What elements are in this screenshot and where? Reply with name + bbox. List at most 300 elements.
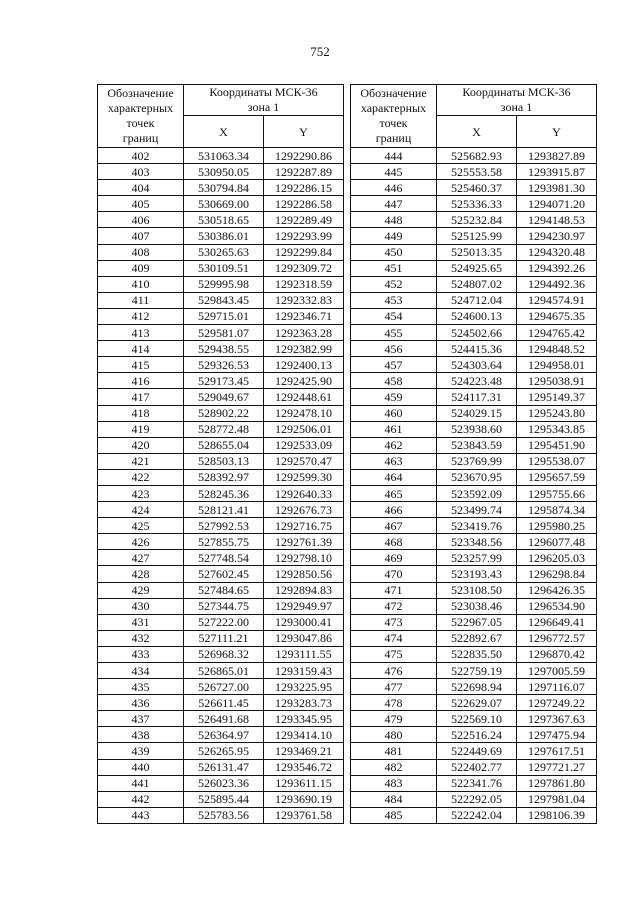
point-number-cell: 451 [351, 260, 437, 276]
y-coordinate-cell: 1292293.99 [264, 228, 344, 244]
table-row [351, 663, 597, 679]
x-coordinate-cell: 528772.48 [184, 421, 264, 437]
table-row [98, 663, 344, 679]
x-coordinate-cell: 523499.74 [437, 502, 517, 518]
y-coordinate-cell: 1292290.86 [264, 148, 344, 164]
table-row [98, 341, 344, 357]
x-coordinate-cell: 529438.55 [184, 341, 264, 357]
x-coordinate-cell: 528121.41 [184, 502, 264, 518]
point-number-cell: 422 [98, 469, 184, 485]
point-designation-header: Обозначение характерных точек границ [351, 85, 437, 148]
table-row [98, 308, 344, 324]
x-coordinate-cell: 530518.65 [184, 212, 264, 228]
point-number-cell: 480 [351, 727, 437, 743]
table-row [98, 469, 344, 485]
x-coordinate-cell: 524807.02 [437, 276, 517, 292]
point-number-cell: 458 [351, 373, 437, 389]
y-coordinate-cell: 1296649.41 [517, 614, 597, 630]
y-coordinate-cell: 1295874.34 [517, 502, 597, 518]
point-number-cell: 465 [351, 485, 437, 501]
x-coordinate-cell: 524600.13 [437, 308, 517, 324]
y-column-header: Y [517, 116, 597, 148]
point-number-cell: 437 [98, 711, 184, 727]
y-coordinate-cell: 1292478.10 [264, 405, 344, 421]
point-number-cell: 450 [351, 244, 437, 260]
point-number-cell: 443 [98, 807, 184, 823]
x-coordinate-cell: 522698.94 [437, 679, 517, 695]
table-row [98, 421, 344, 437]
y-coordinate-cell: 1294574.91 [517, 292, 597, 308]
point-number-cell: 471 [351, 582, 437, 598]
table-row [98, 405, 344, 421]
y-coordinate-cell: 1294230.97 [517, 228, 597, 244]
y-coordinate-cell: 1296077.48 [517, 534, 597, 550]
point-number-cell: 460 [351, 405, 437, 421]
x-coordinate-cell: 529843.45 [184, 292, 264, 308]
point-number-cell: 477 [351, 679, 437, 695]
point-number-cell: 417 [98, 389, 184, 405]
y-coordinate-cell: 1292894.83 [264, 582, 344, 598]
table-row [98, 180, 344, 196]
y-coordinate-cell: 1294492.36 [517, 276, 597, 292]
x-coordinate-cell: 525013.35 [437, 244, 517, 260]
point-number-cell: 416 [98, 373, 184, 389]
point-number-cell: 459 [351, 389, 437, 405]
x-coordinate-cell: 522967.05 [437, 614, 517, 630]
table-row [351, 357, 597, 373]
x-coordinate-cell: 526131.47 [184, 759, 264, 775]
x-coordinate-cell: 525553.58 [437, 164, 517, 180]
table-row [351, 582, 597, 598]
table-row [98, 614, 344, 630]
x-coordinate-cell: 524415.36 [437, 341, 517, 357]
point-number-cell: 463 [351, 453, 437, 469]
table-row [351, 405, 597, 421]
x-coordinate-cell: 523419.76 [437, 518, 517, 534]
point-number-cell: 466 [351, 502, 437, 518]
x-coordinate-cell: 526364.97 [184, 727, 264, 743]
point-number-cell: 464 [351, 469, 437, 485]
point-number-cell: 484 [351, 791, 437, 807]
point-number-cell: 408 [98, 244, 184, 260]
y-coordinate-cell: 1297721.27 [517, 759, 597, 775]
table-row [98, 212, 344, 228]
table-row [351, 679, 597, 695]
point-number-cell: 468 [351, 534, 437, 550]
point-number-cell: 476 [351, 663, 437, 679]
y-coordinate-cell: 1297116.07 [517, 679, 597, 695]
x-coordinate-cell: 527992.53 [184, 518, 264, 534]
point-number-cell: 436 [98, 695, 184, 711]
x-coordinate-cell: 530950.05 [184, 164, 264, 180]
x-coordinate-cell: 528902.22 [184, 405, 264, 421]
x-coordinate-cell: 522759.19 [437, 663, 517, 679]
table-row [98, 695, 344, 711]
x-coordinate-cell: 528655.04 [184, 437, 264, 453]
table-row [351, 759, 597, 775]
x-coordinate-cell: 525336.33 [437, 196, 517, 212]
point-number-cell: 419 [98, 421, 184, 437]
x-coordinate-cell: 522835.50 [437, 646, 517, 662]
x-coordinate-cell: 525895.44 [184, 791, 264, 807]
x-coordinate-cell: 523108.50 [437, 582, 517, 598]
x-coordinate-cell: 525232.84 [437, 212, 517, 228]
point-number-cell: 429 [98, 582, 184, 598]
table-row [98, 325, 344, 341]
x-coordinate-cell: 523038.46 [437, 598, 517, 614]
x-coordinate-cell: 523843.59 [437, 437, 517, 453]
x-coordinate-cell: 529581.07 [184, 325, 264, 341]
point-number-cell: 455 [351, 325, 437, 341]
table-row [351, 485, 597, 501]
point-number-cell: 435 [98, 679, 184, 695]
x-coordinate-cell: 526265.95 [184, 743, 264, 759]
point-number-cell: 447 [351, 196, 437, 212]
x-coordinate-cell: 524223.48 [437, 373, 517, 389]
table-row [351, 276, 597, 292]
table-row [98, 196, 344, 212]
point-number-cell: 469 [351, 550, 437, 566]
point-number-cell: 407 [98, 228, 184, 244]
table-row [98, 228, 344, 244]
y-coordinate-cell: 1298106.39 [517, 807, 597, 823]
x-column-header: X [437, 116, 517, 148]
y-coordinate-cell: 1293915.87 [517, 164, 597, 180]
y-coordinate-cell: 1292716.75 [264, 518, 344, 534]
y-coordinate-cell: 1292332.83 [264, 292, 344, 308]
table-row [351, 743, 597, 759]
table-row [98, 743, 344, 759]
point-number-cell: 424 [98, 502, 184, 518]
point-number-cell: 457 [351, 357, 437, 373]
y-coordinate-cell: 1294848.52 [517, 341, 597, 357]
x-coordinate-cell: 522629.07 [437, 695, 517, 711]
point-number-cell: 462 [351, 437, 437, 453]
x-coordinate-cell: 530794.84 [184, 180, 264, 196]
y-coordinate-cell: 1296205.03 [517, 550, 597, 566]
table-row [351, 421, 597, 437]
x-coordinate-cell: 527602.45 [184, 566, 264, 582]
x-coordinate-cell: 522341.76 [437, 775, 517, 791]
point-number-cell: 474 [351, 630, 437, 646]
table-row [98, 373, 344, 389]
y-coordinate-cell: 1297861.80 [517, 775, 597, 791]
table-row [98, 518, 344, 534]
y-coordinate-cell: 1294148.53 [517, 212, 597, 228]
table-row [351, 518, 597, 534]
y-coordinate-cell: 1292570.47 [264, 453, 344, 469]
y-coordinate-cell: 1292286.15 [264, 180, 344, 196]
y-coordinate-cell: 1296772.57 [517, 630, 597, 646]
y-coordinate-cell: 1295243.80 [517, 405, 597, 421]
y-coordinate-cell: 1293111.55 [264, 646, 344, 662]
table-row [351, 550, 597, 566]
point-number-cell: 433 [98, 646, 184, 662]
table-row [351, 469, 597, 485]
table-row [351, 228, 597, 244]
x-coordinate-cell: 527222.00 [184, 614, 264, 630]
x-coordinate-cell: 524925.65 [437, 260, 517, 276]
table-row [98, 534, 344, 550]
point-number-cell: 406 [98, 212, 184, 228]
point-number-cell: 483 [351, 775, 437, 791]
table-row [351, 695, 597, 711]
point-number-cell: 442 [98, 791, 184, 807]
table-row [98, 148, 344, 164]
y-coordinate-cell: 1292363.28 [264, 325, 344, 341]
y-coordinate-cell: 1292761.39 [264, 534, 344, 550]
point-number-cell: 461 [351, 421, 437, 437]
table-row [351, 212, 597, 228]
y-coordinate-cell: 1295451.90 [517, 437, 597, 453]
y-coordinate-cell: 1295149.37 [517, 389, 597, 405]
x-coordinate-cell: 523193.43 [437, 566, 517, 582]
table-row [351, 791, 597, 807]
table-row [351, 614, 597, 630]
table-row [98, 389, 344, 405]
point-number-cell: 444 [351, 148, 437, 164]
x-coordinate-cell: 530109.51 [184, 260, 264, 276]
x-coordinate-cell: 529326.53 [184, 357, 264, 373]
table-row [351, 373, 597, 389]
point-number-cell: 414 [98, 341, 184, 357]
table-row [351, 244, 597, 260]
point-number-cell: 440 [98, 759, 184, 775]
point-number-cell: 448 [351, 212, 437, 228]
table-row [351, 598, 597, 614]
table-row [98, 727, 344, 743]
point-number-cell: 428 [98, 566, 184, 582]
y-coordinate-cell: 1292798.10 [264, 550, 344, 566]
coord-system-header: Координаты МСК-36 зона 1 [437, 85, 597, 116]
point-number-cell: 446 [351, 180, 437, 196]
point-number-cell: 454 [351, 308, 437, 324]
x-coordinate-cell: 525125.99 [437, 228, 517, 244]
table-row [351, 566, 597, 582]
y-coordinate-cell: 1293761.58 [264, 807, 344, 823]
table-row [351, 534, 597, 550]
x-coordinate-cell: 527484.65 [184, 582, 264, 598]
y-coordinate-cell: 1293159.43 [264, 663, 344, 679]
point-number-cell: 413 [98, 325, 184, 341]
point-number-cell: 439 [98, 743, 184, 759]
page-number: 752 [310, 44, 330, 59]
table-row [98, 566, 344, 582]
x-coordinate-cell: 528503.13 [184, 453, 264, 469]
x-coordinate-cell: 524029.15 [437, 405, 517, 421]
x-coordinate-cell: 526865.01 [184, 663, 264, 679]
y-coordinate-cell: 1293047.86 [264, 630, 344, 646]
coord-system-header: Координаты МСК-36 зона 1 [184, 85, 344, 116]
point-number-cell: 402 [98, 148, 184, 164]
point-number-cell: 411 [98, 292, 184, 308]
table-row [351, 630, 597, 646]
point-number-cell: 453 [351, 292, 437, 308]
y-coordinate-cell: 1295980.25 [517, 518, 597, 534]
table-row [351, 308, 597, 324]
x-coordinate-cell: 527344.75 [184, 598, 264, 614]
point-number-cell: 479 [351, 711, 437, 727]
x-coordinate-cell: 523769.99 [437, 453, 517, 469]
table-row [98, 807, 344, 823]
point-number-cell: 404 [98, 180, 184, 196]
y-coordinate-cell: 1297981.04 [517, 791, 597, 807]
point-number-cell: 434 [98, 663, 184, 679]
y-coordinate-cell: 1295657.59 [517, 469, 597, 485]
y-coordinate-cell: 1293546.72 [264, 759, 344, 775]
x-coordinate-cell: 524117.31 [437, 389, 517, 405]
table-row [351, 260, 597, 276]
x-coordinate-cell: 529049.67 [184, 389, 264, 405]
point-number-cell: 441 [98, 775, 184, 791]
point-number-cell: 467 [351, 518, 437, 534]
point-number-cell: 426 [98, 534, 184, 550]
x-coordinate-cell: 530265.63 [184, 244, 264, 260]
x-coordinate-cell: 526968.32 [184, 646, 264, 662]
point-number-cell: 475 [351, 646, 437, 662]
table-row [98, 357, 344, 373]
x-coordinate-cell: 522569.10 [437, 711, 517, 727]
point-number-cell: 403 [98, 164, 184, 180]
point-number-cell: 445 [351, 164, 437, 180]
point-number-cell: 470 [351, 566, 437, 582]
point-number-cell: 427 [98, 550, 184, 566]
y-coordinate-cell: 1292533.09 [264, 437, 344, 453]
y-coordinate-cell: 1296870.42 [517, 646, 597, 662]
y-coordinate-cell: 1292850.56 [264, 566, 344, 582]
y-coordinate-cell: 1293345.95 [264, 711, 344, 727]
point-number-cell: 478 [351, 695, 437, 711]
y-column-header: Y [264, 116, 344, 148]
y-coordinate-cell: 1297475.94 [517, 727, 597, 743]
x-coordinate-cell: 526023.36 [184, 775, 264, 791]
table-row [98, 550, 344, 566]
y-coordinate-cell: 1292309.72 [264, 260, 344, 276]
x-coordinate-cell: 526727.00 [184, 679, 264, 695]
y-coordinate-cell: 1296298.84 [517, 566, 597, 582]
x-coordinate-cell: 522402.77 [437, 759, 517, 775]
x-coordinate-cell: 527855.75 [184, 534, 264, 550]
table-row [351, 437, 597, 453]
point-number-cell: 425 [98, 518, 184, 534]
coordinates-table-left [97, 84, 344, 824]
y-coordinate-cell: 1294958.01 [517, 357, 597, 373]
y-coordinate-cell: 1292299.84 [264, 244, 344, 260]
x-coordinate-cell: 528392.97 [184, 469, 264, 485]
x-coordinate-cell: 529173.45 [184, 373, 264, 389]
y-coordinate-cell: 1292640.33 [264, 485, 344, 501]
table-row [351, 292, 597, 308]
y-coordinate-cell: 1293827.89 [517, 148, 597, 164]
x-coordinate-cell: 523938.60 [437, 421, 517, 437]
y-coordinate-cell: 1292425.90 [264, 373, 344, 389]
table-row [98, 485, 344, 501]
table-row [98, 244, 344, 260]
x-coordinate-cell: 522292.05 [437, 791, 517, 807]
point-number-cell: 472 [351, 598, 437, 614]
table-row [98, 276, 344, 292]
y-coordinate-cell: 1292949.97 [264, 598, 344, 614]
point-number-cell: 410 [98, 276, 184, 292]
x-coordinate-cell: 525783.56 [184, 807, 264, 823]
table-row [98, 260, 344, 276]
point-number-cell: 485 [351, 807, 437, 823]
x-coordinate-cell: 522242.04 [437, 807, 517, 823]
point-designation-header: Обозначение характерных точек границ [98, 85, 184, 148]
x-coordinate-cell: 526611.45 [184, 695, 264, 711]
point-number-cell: 409 [98, 260, 184, 276]
x-coordinate-cell: 527748.54 [184, 550, 264, 566]
y-coordinate-cell: 1293225.95 [264, 679, 344, 695]
x-coordinate-cell: 531063.34 [184, 148, 264, 164]
y-coordinate-cell: 1295343.85 [517, 421, 597, 437]
x-coordinate-cell: 524712.04 [437, 292, 517, 308]
y-coordinate-cell: 1294071.20 [517, 196, 597, 212]
y-coordinate-cell: 1297617.51 [517, 743, 597, 759]
x-coordinate-cell: 522516.24 [437, 727, 517, 743]
y-coordinate-cell: 1296534.90 [517, 598, 597, 614]
x-coordinate-cell: 523592.09 [437, 485, 517, 501]
y-coordinate-cell: 1293611.15 [264, 775, 344, 791]
table-row [98, 582, 344, 598]
x-coordinate-cell: 530386.01 [184, 228, 264, 244]
y-coordinate-cell: 1294320.48 [517, 244, 597, 260]
y-coordinate-cell: 1297367.63 [517, 711, 597, 727]
y-coordinate-cell: 1296426.35 [517, 582, 597, 598]
x-coordinate-cell: 525682.93 [437, 148, 517, 164]
y-coordinate-cell: 1295038.91 [517, 373, 597, 389]
coordinates-table-right [350, 84, 597, 824]
point-number-cell: 421 [98, 453, 184, 469]
table-row [98, 164, 344, 180]
y-coordinate-cell: 1293469.21 [264, 743, 344, 759]
y-coordinate-cell: 1293283.73 [264, 695, 344, 711]
point-number-cell: 481 [351, 743, 437, 759]
y-coordinate-cell: 1292599.30 [264, 469, 344, 485]
table-row [98, 437, 344, 453]
x-coordinate-cell: 522449.69 [437, 743, 517, 759]
y-coordinate-cell: 1292286.58 [264, 196, 344, 212]
y-coordinate-cell: 1292382.99 [264, 341, 344, 357]
x-column-header: X [184, 116, 264, 148]
y-coordinate-cell: 1292287.89 [264, 164, 344, 180]
y-coordinate-cell: 1292289.49 [264, 212, 344, 228]
table-row [98, 646, 344, 662]
point-number-cell: 432 [98, 630, 184, 646]
x-coordinate-cell: 523348.56 [437, 534, 517, 550]
table-row [98, 598, 344, 614]
y-coordinate-cell: 1293414.10 [264, 727, 344, 743]
table-row [351, 180, 597, 196]
x-coordinate-cell: 528245.36 [184, 485, 264, 501]
x-coordinate-cell: 523670.95 [437, 469, 517, 485]
table-row [351, 646, 597, 662]
x-coordinate-cell: 524303.64 [437, 357, 517, 373]
point-number-cell: 405 [98, 196, 184, 212]
x-coordinate-cell: 524502.66 [437, 325, 517, 341]
point-number-cell: 452 [351, 276, 437, 292]
point-number-cell: 456 [351, 341, 437, 357]
table-row [351, 389, 597, 405]
table-row [351, 341, 597, 357]
point-number-cell: 415 [98, 357, 184, 373]
table-row [351, 453, 597, 469]
table-row [351, 727, 597, 743]
x-coordinate-cell: 529715.01 [184, 308, 264, 324]
y-coordinate-cell: 1292346.71 [264, 308, 344, 324]
y-coordinate-cell: 1294392.26 [517, 260, 597, 276]
point-number-cell: 431 [98, 614, 184, 630]
